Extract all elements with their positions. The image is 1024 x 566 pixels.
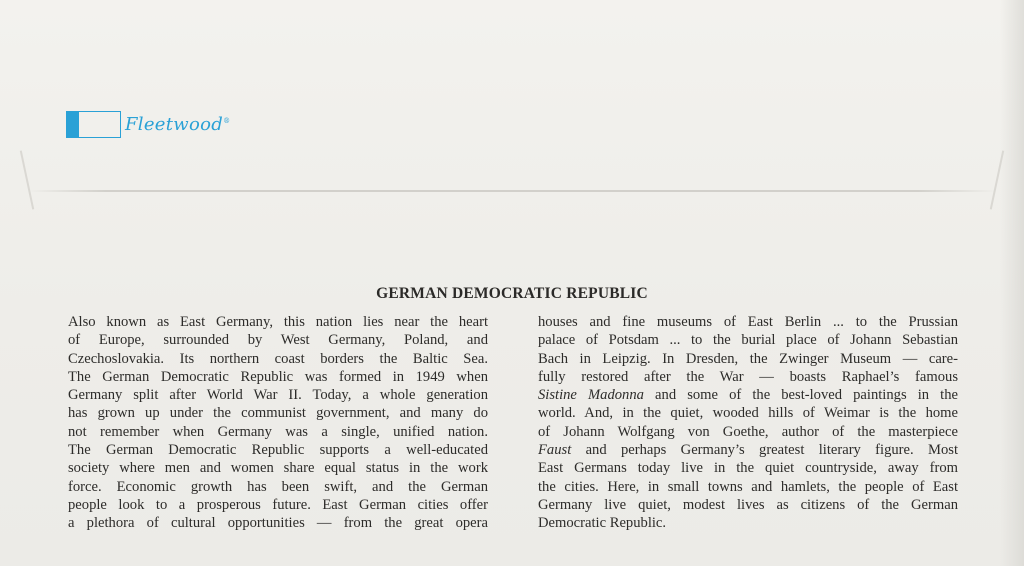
- text-line: Germany live quiet, modest lives as citizens of the German: [538, 496, 958, 513]
- text-line: Democratic Republic.: [538, 515, 667, 532]
- text-line: The German Democratic Republic was formed in 1949 when: [68, 368, 488, 385]
- text-line: not remember when Germany was a single, unified nation.: [68, 423, 488, 440]
- text-fragment: and perhaps Germany’s greatest literary figure. Most: [571, 442, 958, 459]
- text-line: the cities. Here, in small towns and hamlets, the people of East: [538, 478, 958, 495]
- text-line: force. Economic growth has been swift, and the German: [68, 478, 488, 495]
- text-line: Bach in Leipzig. In Dresden, the Zwinger Museum — care-: [538, 350, 958, 367]
- text-line: world. And, in the quiet, wooded hills of Weimar is the home: [538, 405, 958, 422]
- right-text-column: [538, 313, 958, 533]
- text-line: Germany split after World War II. Today, a whole generation: [68, 387, 488, 404]
- fleetwood-logo-mark-icon: [66, 111, 121, 138]
- text-fragment: and some of the best-loved paintings in the: [643, 387, 958, 404]
- italic-title: Sistine Madonna: [538, 387, 644, 404]
- text-line: The German Democratic Republic supports a well-educated: [68, 442, 488, 459]
- envelope-edge-shadow: [1000, 0, 1024, 566]
- text-line-with-italic: [538, 441, 958, 459]
- page-title: GERMAN DEMOCRATIC REPUBLIC: [376, 285, 648, 302]
- italic-title: Faust: [538, 442, 572, 459]
- logo-brand-text: Fleetwood®: [125, 114, 231, 135]
- text-line: Also known as East Germany, this nation lies near the heart: [68, 314, 488, 330]
- envelope-flap-edge: [28, 190, 996, 192]
- text-line: a plethora of cultural opportunities — from the great opera: [68, 515, 488, 532]
- fleetwood-logo: [66, 111, 230, 138]
- text-line: society where men and women share equal status in the work: [68, 460, 488, 477]
- text-line: of Johann Wolfgang von Goethe, author of the masterpiece: [538, 423, 958, 440]
- text-line: fully restored after the War — boasts Raphael’s famous: [538, 368, 958, 385]
- text-line: Czechoslovakia. Its northern coast borders the Baltic Sea.: [68, 350, 488, 367]
- text-line: has grown up under the communist government, and many do: [68, 405, 488, 422]
- text-line: palace of Potsdam ... to the burial place of Johann Sebastian: [538, 332, 958, 349]
- text-line: of Europe, surrounded by West Germany, Poland, and: [68, 332, 488, 349]
- envelope-fold-left: [20, 150, 34, 209]
- text-line-with-italic: [538, 386, 958, 404]
- text-line: East Germans today live in the quiet countryside, away from: [538, 460, 958, 477]
- left-text-column: [68, 313, 488, 533]
- text-line: houses and fine museums of East Berlin ... to the Prussian: [538, 314, 958, 330]
- text-line: people look to a prosperous future. East German cities offer: [68, 496, 488, 513]
